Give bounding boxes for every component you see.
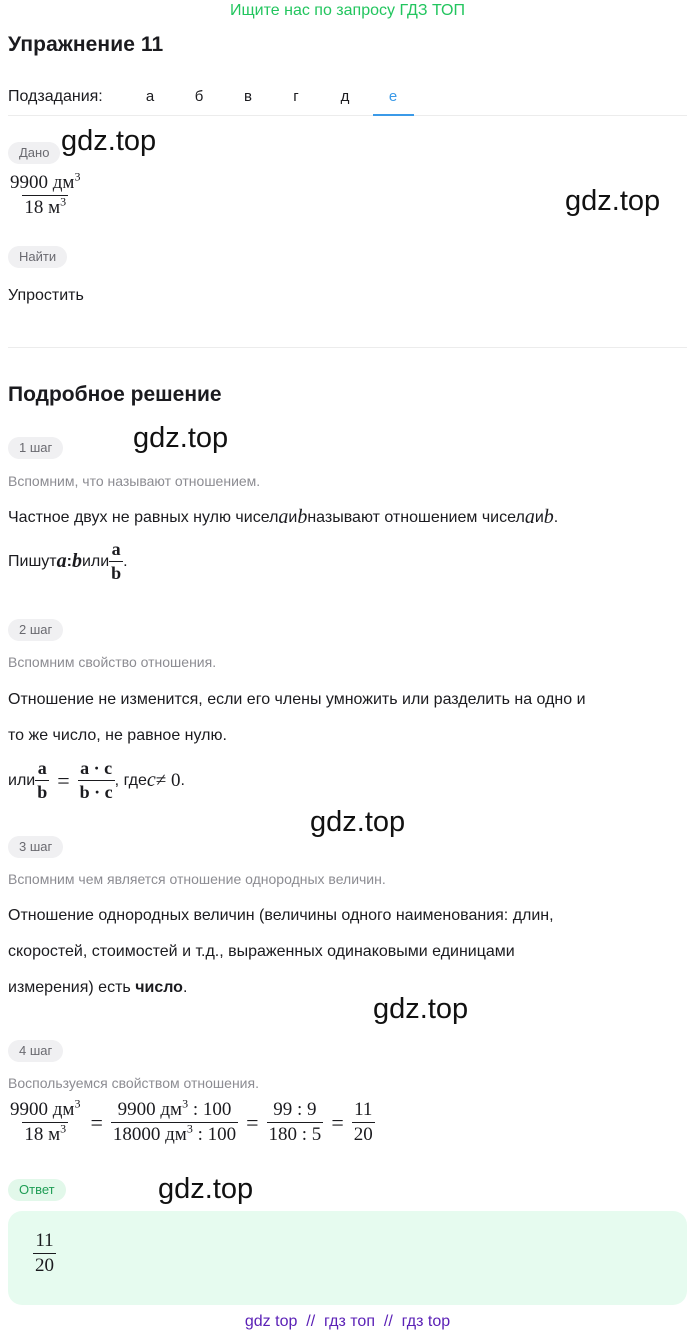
- answer-fraction: [33, 1230, 56, 1277]
- step-3-text-2: скоростей, стоимостей и т.д., выраженных одинаковыми единицами: [8, 943, 515, 960]
- given-denominator: 18 м: [24, 197, 61, 218]
- tab-v[interactable]: в: [244, 88, 252, 105]
- promo-banner[interactable]: Ищите нас по запросу ГДЗ ТОП: [230, 2, 465, 19]
- active-tab-indicator: [373, 114, 414, 116]
- answer-numerator: 11: [35, 1230, 54, 1251]
- step-3-badge: 3 шаг: [8, 836, 63, 858]
- step-3-text-3: измерения) есть число.: [8, 979, 188, 996]
- step-2-fraction-right: $\frac{a \cdot c}{b \cdot c}$: [79, 758, 113, 802]
- step-3-text-1: Отношение однородных величин (величины одного наименования: длин,: [8, 907, 554, 924]
- step-2-formula: или $\frac{a}{b}$ = $\frac{a \cdot c}{b \cdot c}$ , где c ≠ 0 .: [8, 758, 185, 802]
- step-4-hint: Воспользуемся свойством отношения.: [8, 1075, 259, 1091]
- step-2-hint: Вспомним свойство отношения.: [8, 654, 217, 670]
- given-numerator: 9900 дм: [10, 172, 75, 193]
- solution-heading: Подробное решение: [8, 383, 222, 406]
- find-text: Упростить: [8, 287, 84, 304]
- find-badge: Найти: [8, 246, 67, 268]
- tab-e[interactable]: е: [388, 88, 398, 105]
- tab-b[interactable]: б: [194, 88, 204, 105]
- step-3-hint: Вспомним чем является отношение однородных величин.: [8, 871, 386, 887]
- step-1-hint: Вспомним, что называют отношением.: [8, 473, 261, 489]
- given-fraction: $\frac{9900 дм^3}{18 м^3}$: [10, 169, 81, 218]
- watermark: gdz.top: [565, 185, 661, 217]
- step-4-badge: 4 шаг: [8, 1040, 63, 1062]
- tabs-divider: [8, 115, 687, 116]
- step-1-line-2: Пишут a : b или $\frac{a}{b}$ .: [8, 539, 128, 583]
- answer-denominator: 20: [35, 1255, 54, 1276]
- step-4-fraction-1: $\frac{9900 дм^3}{18 м^3}$: [10, 1096, 81, 1145]
- given-badge: Дано: [8, 142, 60, 164]
- section-divider: [8, 347, 687, 348]
- step-1-line-1: Частное двух не равных нулю чисел a и b называют отношением чисел a и b .: [8, 506, 559, 528]
- step-4-fraction-2: $\frac{9900 дм^3 : 100}{18000 дм^3 : 100}$: [112, 1096, 237, 1145]
- step-4-fraction-3: $\frac{99 : 9}{180 : 5}$: [268, 1099, 322, 1145]
- answer-badge: Ответ: [8, 1179, 66, 1201]
- step-4-equation: $\frac{9900 дм^3}{18 м^3}$ = $\frac{9900 дм^3 : 100}{18000 дм^3 : 100}$ = $\frac{99 : 9}{180 : 5}$ = $\frac{11}{20}$: [10, 1096, 373, 1145]
- step-2-badge: 2 шаг: [8, 619, 63, 641]
- page-title: Упражнение 11: [8, 33, 164, 56]
- watermark: gdz.top: [61, 125, 157, 157]
- subtasks-label: Подзадания:: [8, 88, 103, 105]
- watermark: gdz.top: [158, 1173, 254, 1205]
- step-1-badge: 1 шаг: [8, 437, 63, 459]
- step-1-fraction: $\frac{a}{b}$: [111, 539, 122, 583]
- watermark: gdz.top: [310, 806, 406, 838]
- step-2-text-2: то же число, не равное нулю.: [8, 727, 227, 744]
- step-2-text-1: Отношение не изменится, если его члены умножить или разделить на одно и: [8, 691, 586, 708]
- tab-d[interactable]: д: [340, 88, 350, 105]
- watermark: gdz.top: [133, 422, 229, 454]
- answer-box: [8, 1211, 687, 1305]
- tab-a[interactable]: а: [145, 88, 155, 105]
- tab-g[interactable]: г: [293, 88, 299, 105]
- step-4-fraction-4: $\frac{11}{20}$: [353, 1099, 373, 1145]
- footer-links[interactable]: gdz top // гдз топ // гдз top: [244, 1313, 451, 1330]
- step-2-fraction-left: $\frac{a}{b}$: [37, 758, 48, 802]
- watermark: gdz.top: [373, 993, 469, 1025]
